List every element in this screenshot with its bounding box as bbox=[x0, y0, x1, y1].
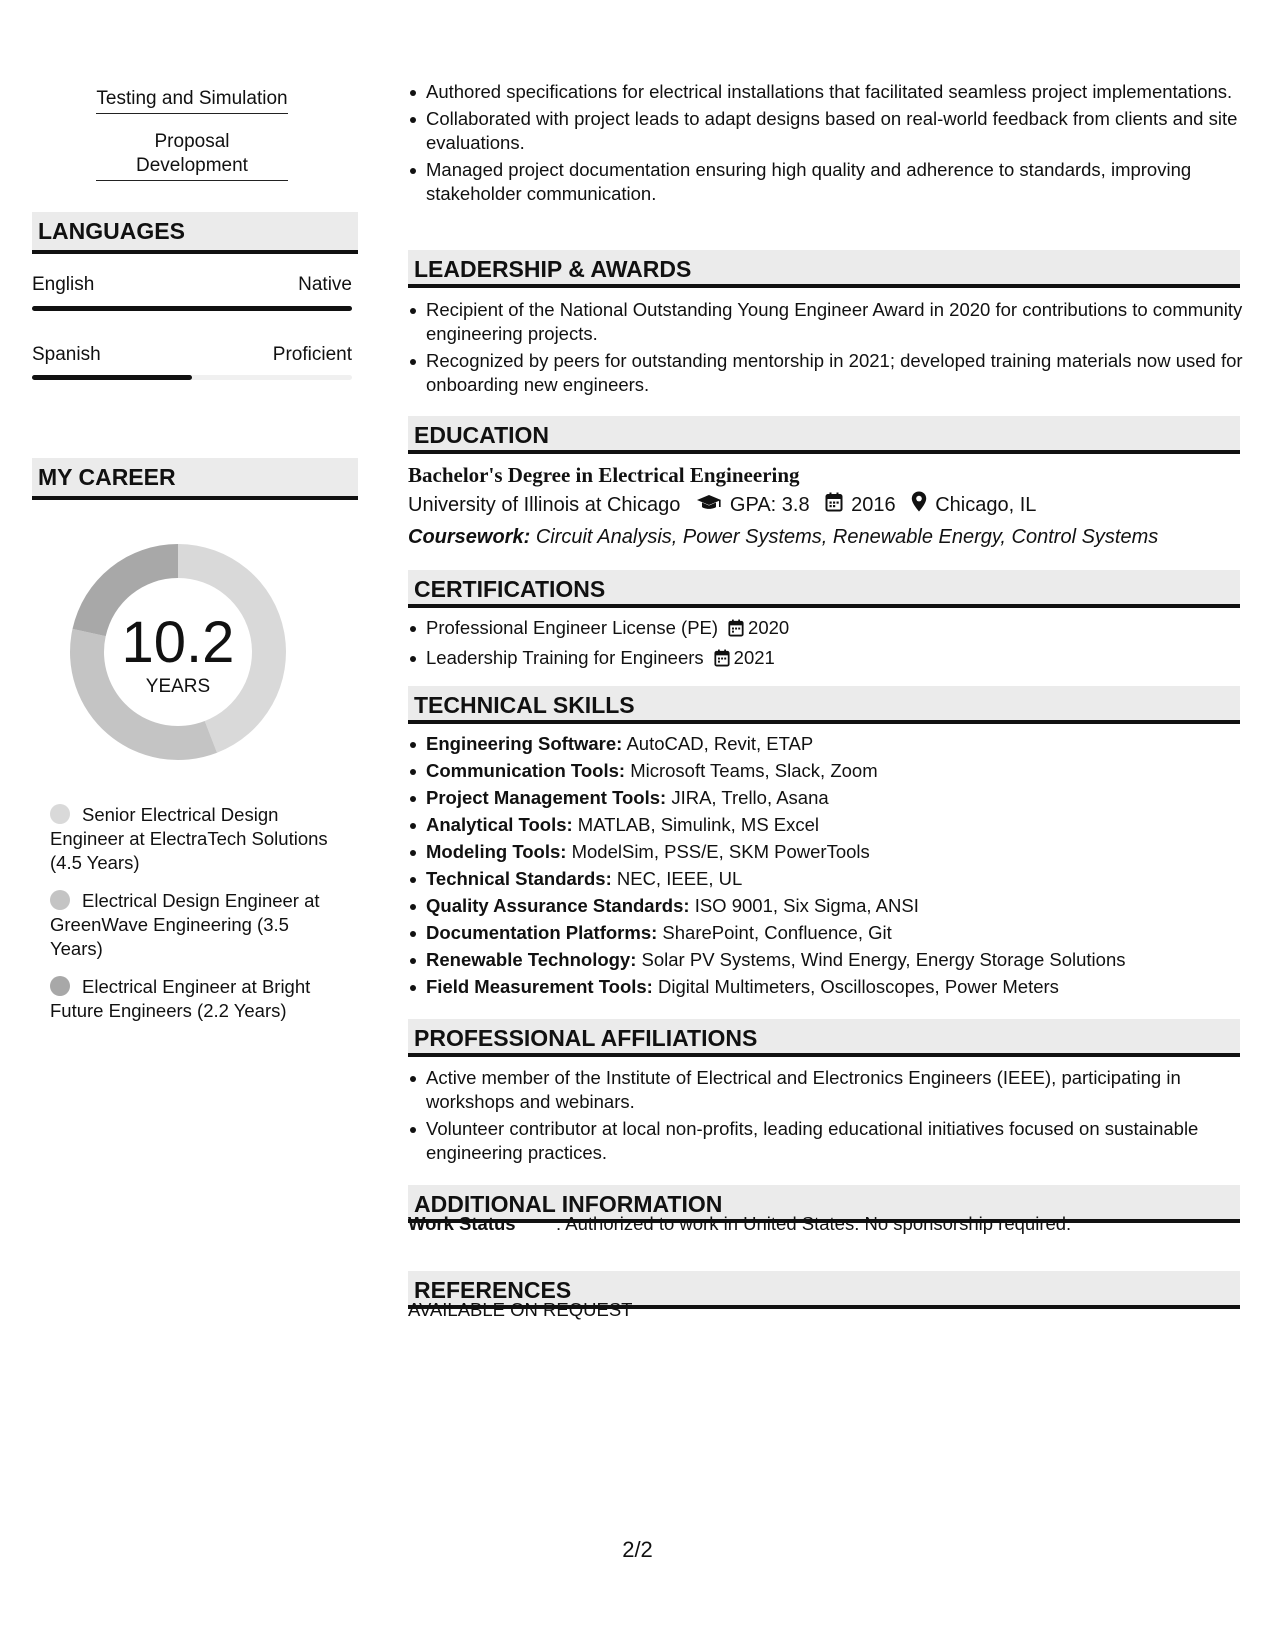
calendar-icon bbox=[825, 492, 843, 520]
skill-label: Engineering Software: bbox=[426, 733, 623, 754]
skill-item: Proposal Development bbox=[96, 130, 288, 181]
list-item bbox=[426, 616, 1258, 643]
skill-label: Project Management Tools: bbox=[426, 787, 667, 808]
language-level: Proficient bbox=[272, 344, 352, 365]
languages-header bbox=[32, 212, 358, 254]
list-item: Authored specifications for electrical installations that facilitated seamless project implementations. bbox=[426, 80, 1258, 104]
skill-label: Documentation Platforms: bbox=[426, 922, 658, 943]
career-item bbox=[50, 803, 340, 875]
list-item bbox=[426, 786, 1258, 810]
list-item: Managed project documentation ensuring high quality and adherence to standards, improving stakeholder communication. bbox=[426, 158, 1258, 206]
list-item: Volunteer contributor at local non-profits, leading educational initiatives focused on sustainable engineering practices. bbox=[426, 1117, 1258, 1165]
skill-value: SharePoint, Confluence, Git bbox=[662, 922, 892, 943]
certification-year: 2021 bbox=[733, 647, 775, 668]
skill-label: Technical Standards: bbox=[426, 868, 612, 889]
language-name: English bbox=[32, 274, 95, 295]
list-item bbox=[426, 948, 1258, 972]
education-coursework bbox=[408, 524, 1158, 550]
affiliations-list bbox=[408, 1066, 1258, 1168]
list-item bbox=[426, 975, 1258, 999]
skill-label: Quality Assurance Standards: bbox=[426, 895, 690, 916]
list-item bbox=[426, 759, 1258, 783]
affiliations-header: PROFESSIONAL AFFILIATIONS bbox=[408, 1019, 1240, 1057]
education-details bbox=[408, 491, 1036, 520]
language-name: Spanish bbox=[32, 344, 101, 365]
technical-skills-header: TECHNICAL SKILLS bbox=[408, 686, 1240, 724]
career-title: MY CAREER bbox=[38, 464, 176, 490]
language-bar-fill bbox=[32, 375, 192, 380]
certification-name: Professional Engineer License (PE) bbox=[426, 617, 719, 638]
languages-title: LANGUAGES bbox=[38, 218, 185, 244]
certification-year: 2020 bbox=[748, 617, 790, 638]
career-legend-dot bbox=[50, 976, 70, 996]
list-item: Collaborated with project leads to adapt designs based on real-world feedback from clients and site evaluations. bbox=[426, 107, 1258, 155]
language-bar-fill bbox=[32, 306, 352, 311]
certification-name: Leadership Training for Engineers bbox=[426, 647, 704, 668]
career-total: 10.2 bbox=[121, 610, 235, 675]
page-number: 2/2 bbox=[622, 1537, 653, 1562]
language-row bbox=[32, 273, 352, 297]
technical-skills-list bbox=[408, 732, 1258, 1002]
list-item: Recognized by peers for outstanding mentorship in 2021; developed training materials now used for onboarding new engineers. bbox=[426, 349, 1258, 397]
skill-value: Solar PV Systems, Wind Energy, Energy Storage Solutions bbox=[641, 949, 1126, 970]
list-item bbox=[426, 813, 1258, 837]
language-bar bbox=[32, 375, 352, 380]
list-item bbox=[426, 921, 1258, 945]
career-header bbox=[32, 458, 358, 500]
skill-label: Analytical Tools: bbox=[426, 814, 573, 835]
education-year: 2016 bbox=[851, 494, 896, 516]
career-item bbox=[50, 889, 340, 961]
career-legend-dot bbox=[50, 890, 70, 910]
skill-label: Field Measurement Tools: bbox=[426, 976, 653, 997]
education-gpa: GPA: 3.8 bbox=[729, 494, 810, 516]
references-text: AVAILABLE ON REQUEST bbox=[408, 1299, 633, 1320]
skill-value: AutoCAD, Revit, ETAP bbox=[626, 733, 814, 754]
skill-value: ModelSim, PSS/E, SKM PowerTools bbox=[571, 841, 870, 862]
education-degree: Bachelor's Degree in Electrical Engineering bbox=[408, 463, 800, 487]
list-item: Active member of the Institute of Electrical and Electronics Engineers (IEEE), participating in workshops and webinars. bbox=[426, 1066, 1258, 1114]
experience-bullets bbox=[408, 80, 1258, 209]
coursework-label: Coursework: bbox=[408, 526, 531, 548]
leadership-list bbox=[408, 298, 1258, 400]
language-bar bbox=[32, 306, 352, 311]
list-item bbox=[426, 840, 1258, 864]
coursework-value: Circuit Analysis, Power Systems, Renewable Energy, Control Systems bbox=[535, 526, 1159, 548]
skill-item: Testing and Simulation bbox=[96, 87, 288, 114]
work-status-row bbox=[408, 1212, 1240, 1236]
skill-value: ISO 9001, Six Sigma, ANSI bbox=[694, 895, 919, 916]
skill-value: MATLAB, Simulink, MS Excel bbox=[577, 814, 820, 835]
calendar-icon bbox=[714, 649, 730, 673]
education-header: EDUCATION bbox=[408, 416, 1240, 454]
education-location: Chicago, IL bbox=[935, 494, 1037, 516]
skill-value: Microsoft Teams, Slack, Zoom bbox=[630, 760, 878, 781]
certifications-header: CERTIFICATIONS bbox=[408, 570, 1240, 608]
list-item: Recipient of the National Outstanding Young Engineer Award in 2020 for contributions to community engineering projects. bbox=[426, 298, 1258, 346]
skill-label: Communication Tools: bbox=[426, 760, 626, 781]
certifications-list bbox=[408, 616, 1258, 676]
career-legend-dot bbox=[50, 804, 70, 824]
career-unit: YEARS bbox=[145, 676, 211, 697]
skill-label: Modeling Tools: bbox=[426, 841, 567, 862]
career-item-label: Senior Electrical Design Engineer at ElectraTech Solutions (4.5 Years) bbox=[50, 804, 328, 873]
skill-value: NEC, IEEE, UL bbox=[616, 868, 743, 889]
skill-value: JIRA, Trello, Asana bbox=[671, 787, 829, 808]
work-status-label: Work Status bbox=[408, 1213, 516, 1234]
language-level: Native bbox=[298, 274, 352, 295]
education-school: University of Illinois at Chicago bbox=[408, 494, 681, 516]
references-header: REFERENCES bbox=[408, 1271, 1240, 1309]
skill-label: Renewable Technology: bbox=[426, 949, 637, 970]
list-item bbox=[426, 867, 1258, 891]
skill-value: Digital Multimeters, Oscilloscopes, Power Meters bbox=[657, 976, 1059, 997]
language-row bbox=[32, 343, 352, 367]
calendar-icon bbox=[728, 619, 744, 643]
leadership-header: LEADERSHIP & AWARDS bbox=[408, 250, 1240, 288]
career-item-label: Electrical Engineer at Bright Future Engineers (2.2 Years) bbox=[50, 976, 311, 1021]
graduation-cap-icon bbox=[696, 492, 722, 520]
career-item-label: Electrical Design Engineer at GreenWave Engineering (3.5 Years) bbox=[50, 890, 320, 959]
list-item bbox=[426, 646, 1258, 673]
work-status-value: : Authorized to work in United States. No sponsorship required. bbox=[556, 1213, 1072, 1234]
map-pin-icon bbox=[911, 491, 927, 520]
career-item bbox=[50, 975, 340, 1023]
list-item bbox=[426, 732, 1258, 756]
additional-info-header: ADDITIONAL INFORMATION bbox=[408, 1185, 1240, 1223]
list-item bbox=[426, 894, 1258, 918]
